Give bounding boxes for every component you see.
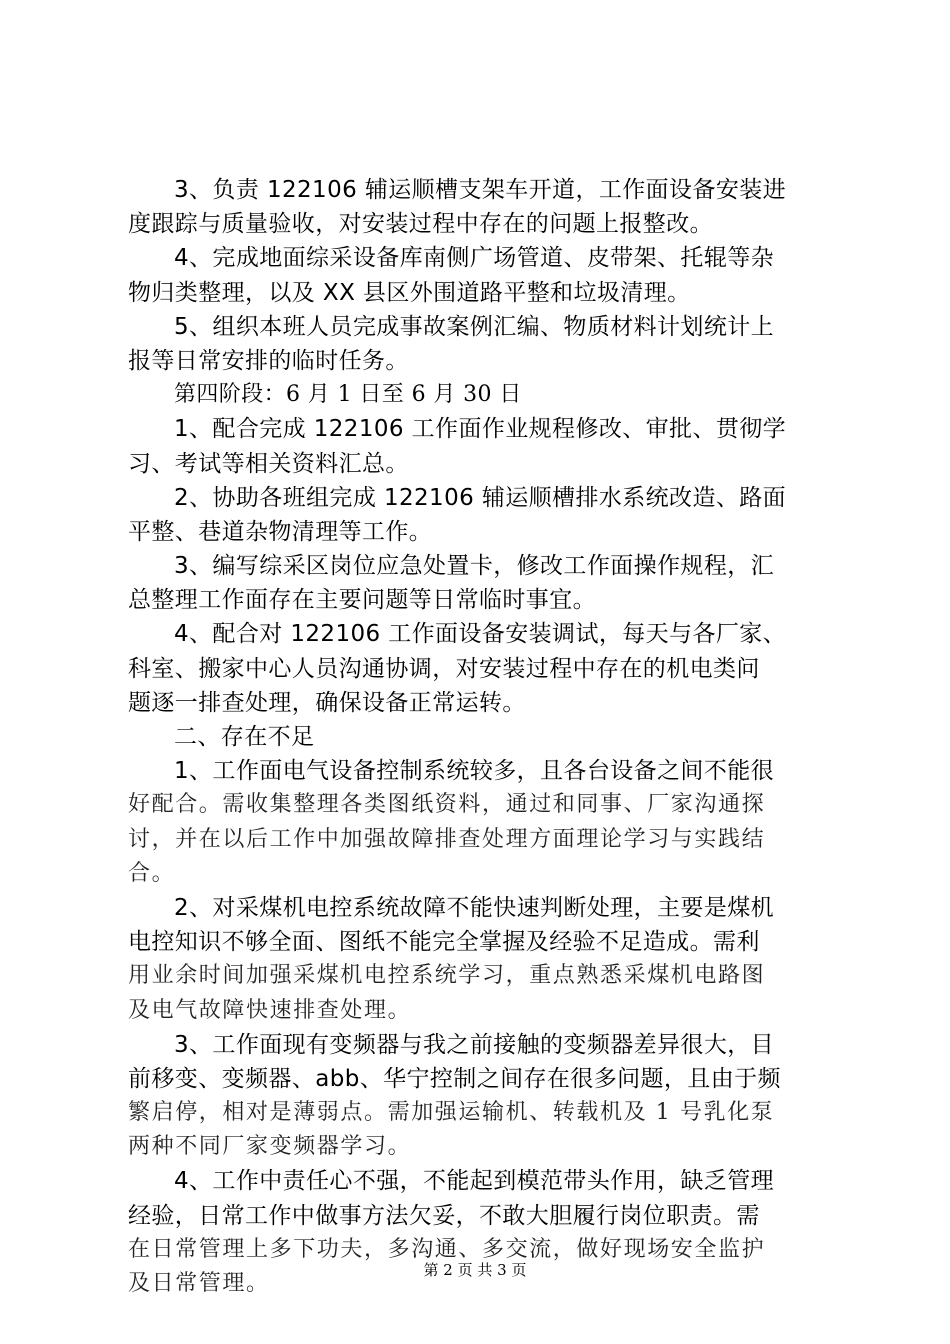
text-line: 习、考试等相关资料汇总。 [128, 450, 409, 477]
text-line: 4、配合对 122106 工作面设备安装调试，每天与各厂家、 [174, 621, 787, 648]
text-line: 及电气故障快速排查处理。 [128, 997, 412, 1023]
text-line: 2、对采煤机电控系统故障不能快速判断处理，主要是煤机 [174, 894, 775, 921]
text-line: 报等日常安排的临时任务。 [128, 347, 409, 374]
section-heading: 第四阶段：6 月 1 日至 6 月 30 日 [174, 382, 522, 408]
document-body [128, 173, 830, 1301]
text-line: 4、完成地面综采设备库南侧广场管道、皮带架、托辊等杂 [174, 245, 775, 272]
text-line: 3、工作面现有变频器与我之前接触的变频器差异很大，目 [174, 1031, 775, 1058]
text-line: 平整、巷道杂物清理等工作。 [128, 518, 433, 545]
text-line: 1、配合完成 122106 工作面作业规程修改、审批、贯彻学 [174, 416, 787, 443]
text-line: 前移变、变频器、abb、华宁控制之间存在很多问题，且由于频 [128, 1065, 781, 1092]
text-line: 物归类整理，以及 XX 县区外围道路平整和垃圾清理。 [128, 279, 691, 306]
text-line: 好配合。需收集整理各类图纸资料，通过和同事、厂家沟通探 [128, 792, 766, 818]
text-line: 合。 [128, 860, 176, 886]
text-line: 在日常管理上多下功夫，多沟通、多交流，做好现场安全监护 [128, 1236, 766, 1262]
text-line: 讨，并在以后工作中加强故障排查处理方面理论学习与实践结 [128, 826, 766, 852]
text-line: 繁启停，相对是薄弱点。需加强运输机、转载机及 1 号乳化泵 [128, 1100, 775, 1126]
section-heading: 二、存在不足 [174, 724, 315, 750]
text-line: 题逐一排查处理，确保设备正常运转。 [128, 689, 526, 716]
text-line: 经验，日常工作中做事方法欠妥，不敢大胆履行岗位职责。需 [128, 1202, 760, 1229]
text-line: 3、负责 122106 辅运顺槽支架车开道，工作面设备安装进 [174, 177, 787, 203]
text-line: 两种不同厂家变频器学习。 [128, 1134, 412, 1160]
text-line: 电控知识不够全面、图纸不能完全掌握及经验不足造成。需利 [128, 929, 760, 956]
text-line: 1、工作面电气设备控制系统较多，且各台设备之间不能很 [174, 758, 775, 785]
text-line: 科室、搬家中心人员沟通协调，对安装过程中存在的机电类问 [128, 655, 760, 682]
text-line: 用业余时间加强采煤机电控系统学习，重点熟悉采煤机电路图 [128, 963, 766, 989]
text-line: 5、组织本班人员完成事故案例汇编、物质材料计划统计上 [174, 313, 775, 340]
text-line: 4、工作中责任心不强，不能起到模范带头作用，缺乏管理 [174, 1168, 775, 1195]
text-line: 总整理工作面存在主要问题等日常临时事宜。 [128, 587, 596, 614]
text-line: 及日常管理。 [128, 1271, 270, 1296]
text-line: 度跟踪与质量验收，对安装过程中存在的问题上报整改。 [128, 211, 713, 238]
page-number: 第 2 页 共 3 页 [423, 1261, 527, 1279]
text-line: 3、编写综采区岗位应急处置卡，修改工作面操作规程，汇 [174, 553, 775, 580]
text-line: 2、协助各班组完成 122106 辅运顺槽排水系统改造、路面 [174, 484, 787, 511]
